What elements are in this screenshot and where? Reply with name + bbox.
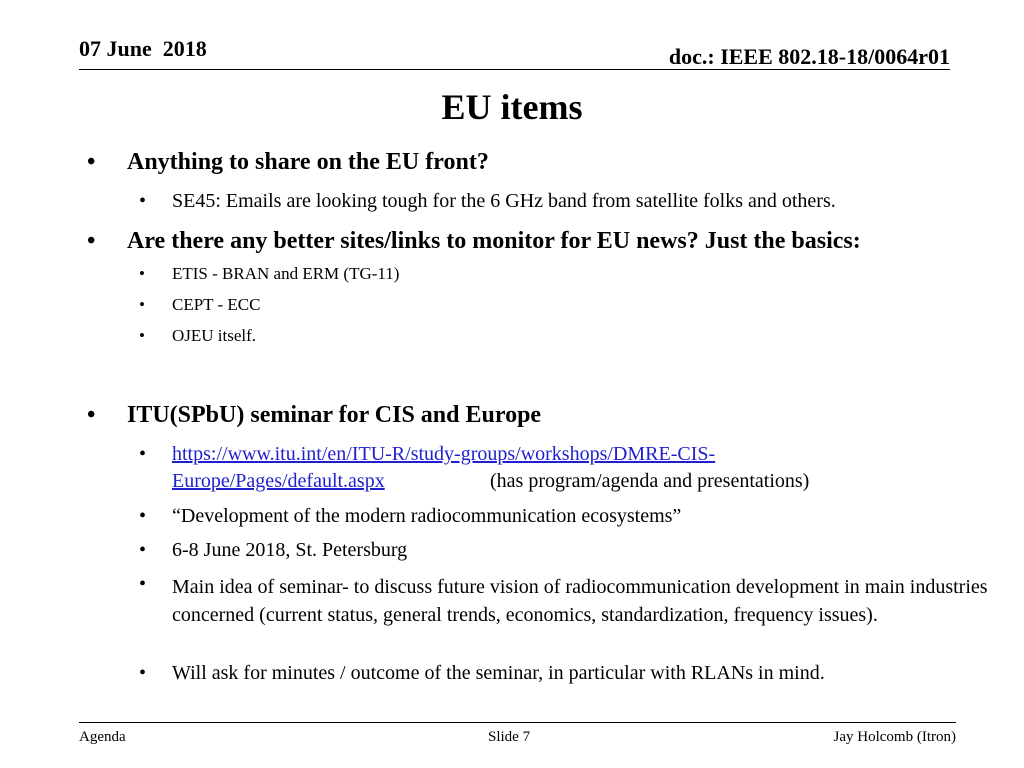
bullet-icon: • <box>87 228 96 254</box>
bullet-icon: • <box>139 539 147 561</box>
section-2-heading: Are there any better sites/links to monitor for EU news? Just the basics: <box>127 228 861 254</box>
header-doc-id: doc.: IEEE 802.18-18/0064r01 <box>668 44 950 69</box>
section-1-item-text: SE45: Emails are looking tough for the 6 GHz band from satellite folks and others. <box>172 190 836 212</box>
header-date: 07 June 2018 <box>79 36 207 61</box>
footer-left: Agenda <box>79 729 126 745</box>
bullet-icon: • <box>139 295 145 314</box>
bullet-icon: • <box>139 573 147 595</box>
section-3-item-text: Main idea of seminar- to discuss future vision of radiocommunication development in main industries concerned (current status, general trends, economics, standardization, frequency issues). <box>172 576 988 626</box>
section-1-heading: Anything to share on the EU front? <box>127 149 489 175</box>
itu-workshop-link[interactable]: https://www.itu.int/en/ITU-R/study-groups/workshops/DMRE-CIS- <box>172 443 716 465</box>
footer-slide-number: Slide 7 <box>488 729 531 745</box>
section-3-item-text: “Development of the modern radiocommunication ecosystems” <box>172 505 682 527</box>
bullet-icon: • <box>139 505 147 527</box>
section-2-item-text: CEPT - ECC <box>172 295 261 314</box>
itu-workshop-link-cont[interactable]: Europe/Pages/default.aspx <box>172 470 385 492</box>
section-2-item-text: ETIS - BRAN and ERM (TG-11) <box>172 264 400 283</box>
itu-workshop-link-line-1[interactable] <box>172 443 715 466</box>
slide-title: EU items <box>441 87 583 127</box>
section-3-item-text: 6-8 June 2018, St. Petersburg <box>172 539 408 561</box>
bullet-icon: • <box>139 443 147 465</box>
bullet-icon: • <box>139 662 147 684</box>
bullet-icon: • <box>87 402 96 428</box>
bullet-icon: • <box>87 149 96 175</box>
section-3-heading: ITU(SPbU) seminar for CIS and Europe <box>127 402 542 428</box>
bullet-icon: • <box>139 326 145 345</box>
section-2-item-text: OJEU itself. <box>172 326 257 345</box>
bullet-icon: • <box>139 190 147 212</box>
footer-author: Jay Holcomb (Itron) <box>833 729 956 745</box>
link-note: (has program/agenda and presentations) <box>490 470 810 492</box>
header-divider <box>79 69 950 70</box>
section-3-item-text: Will ask for minutes / outcome of the seminar, in particular with RLANs in mind. <box>172 662 825 684</box>
bullet-icon: • <box>139 264 145 283</box>
itu-workshop-link-line-2[interactable] <box>172 470 385 493</box>
footer-divider <box>79 722 956 723</box>
